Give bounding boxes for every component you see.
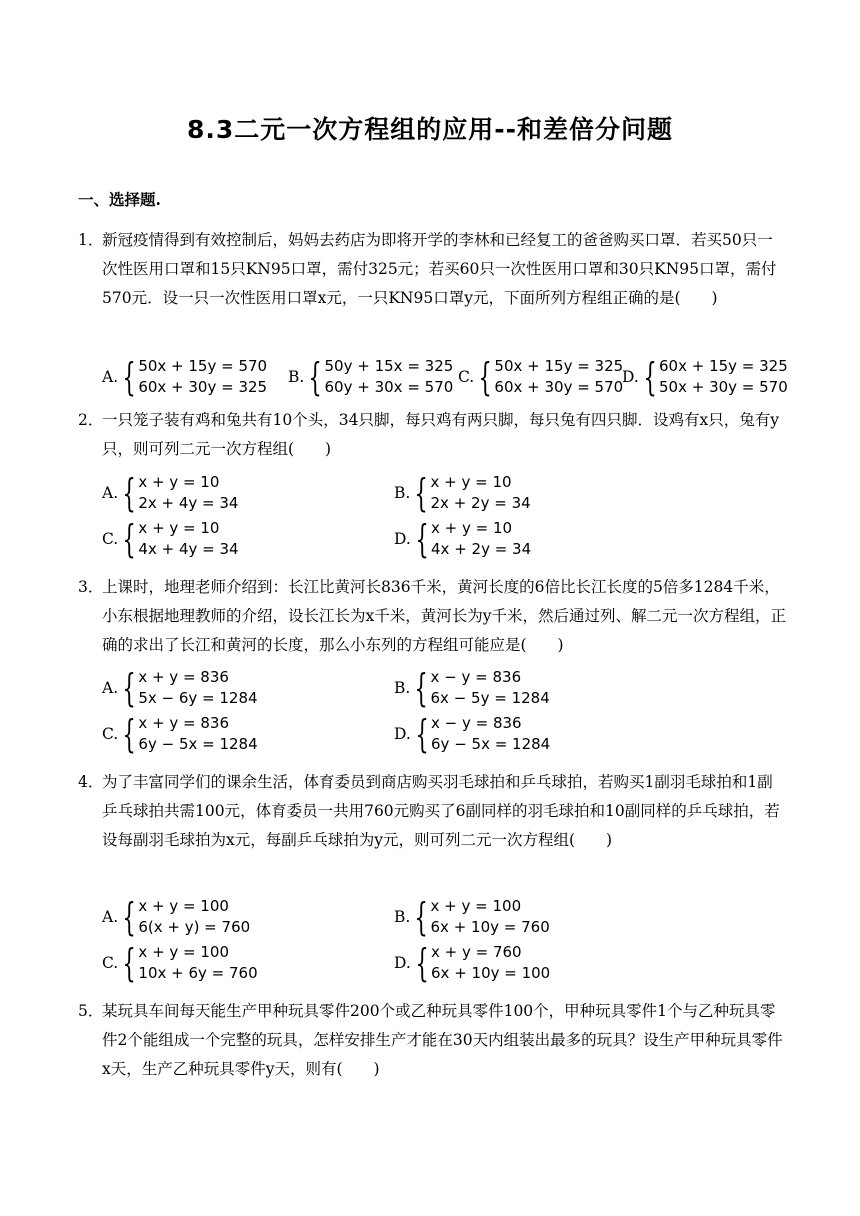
equation-2: 6x − 5y = 1284 — [430, 689, 550, 707]
option-label: B. — [288, 368, 305, 386]
equation-1: 50x + 15y = 325 — [494, 357, 624, 375]
option-c — [102, 518, 239, 560]
equation-1: x + y = 10 — [138, 519, 220, 537]
equation-1: 50x + 15y = 570 — [138, 357, 268, 375]
question-4 — [78, 768, 788, 855]
option-label: C. — [458, 368, 475, 386]
option-b — [394, 896, 550, 938]
equation-1: x + y = 836 — [138, 714, 230, 732]
question-text: 某玩具车间每天能生产甲种玩具零件200个或乙种玩具零件100个，甲种玩具零件1个与乙种玩具零件2个能组成一个完整的玩具，怎样安排生产才能在30天内组装出最多的玩具？设生产甲种玩具零件x天，生产乙种玩具零件y天，则有( ) — [102, 1002, 783, 1078]
question-number: 5． — [78, 1002, 104, 1020]
option-label: D. — [394, 725, 411, 743]
option-label: D. — [394, 530, 411, 548]
option-b — [394, 667, 550, 709]
option-label: B. — [394, 679, 411, 697]
question-number: 4． — [78, 773, 104, 791]
option-a — [102, 472, 238, 514]
equation-2: 10x + 6y = 760 — [138, 964, 258, 982]
question-3 — [78, 573, 788, 660]
equation-2: 6y − 5x = 1284 — [431, 735, 551, 753]
equation-1: x + y = 10 — [431, 519, 513, 537]
question-1 — [78, 226, 788, 313]
option-label: A. — [102, 484, 119, 502]
option-d — [394, 713, 550, 755]
page-title: 8.3二元一次方程组的应用--和差倍分问题 — [186, 115, 674, 144]
option-label: C. — [102, 725, 119, 743]
question-number: 1． — [78, 231, 104, 249]
brace-icon: { — [122, 941, 136, 985]
option-d — [394, 942, 550, 984]
equation-1: x + y = 10 — [138, 473, 220, 491]
brace-icon: { — [478, 355, 492, 399]
equation-2: 6y − 5x = 1284 — [138, 735, 258, 753]
equation-1: x + y = 10 — [430, 473, 512, 491]
brace-icon: { — [122, 666, 136, 710]
option-label: C. — [102, 530, 119, 548]
equation-2: 6x + 10y = 760 — [430, 918, 550, 936]
option-c — [458, 356, 623, 398]
brace-icon: { — [415, 941, 429, 985]
equation-2: 2x + 4y = 34 — [138, 494, 239, 512]
option-label: B. — [394, 484, 411, 502]
option-c — [102, 713, 258, 755]
equation-2: 60y + 30x = 570 — [324, 378, 454, 396]
option-a — [102, 667, 258, 709]
brace-icon: { — [122, 355, 136, 399]
equation-1: x + y = 836 — [138, 668, 229, 686]
question-number: 3． — [78, 578, 104, 596]
option-a — [102, 356, 267, 398]
equation-2: 4x + 2y = 34 — [431, 540, 532, 558]
option-label: D. — [394, 954, 411, 972]
equation-1: 50y + 15x = 325 — [324, 357, 454, 375]
brace-icon: { — [308, 355, 323, 399]
equation-2: 5x − 6y = 1284 — [138, 689, 258, 707]
brace-icon: { — [415, 517, 429, 561]
equation-2: 6x + 10y = 100 — [431, 964, 551, 982]
option-label: A. — [102, 679, 119, 697]
option-label: D. — [622, 368, 639, 386]
option-label: A. — [102, 368, 119, 386]
equation-2: 60x + 30y = 325 — [138, 378, 268, 396]
equation-2: 2x + 2y = 34 — [430, 494, 531, 512]
equation-2: 6(x + y) = 760 — [138, 918, 251, 936]
equation-1: 60x + 15y = 325 — [659, 357, 788, 375]
equation-1: x − y = 836 — [431, 714, 522, 732]
brace-icon: { — [122, 895, 136, 939]
equation-2: 4x + 4y = 34 — [138, 540, 239, 558]
option-label: B. — [394, 908, 411, 926]
equation-1: x + y = 100 — [138, 943, 230, 961]
option-c — [102, 942, 258, 984]
option-d — [622, 356, 788, 398]
question-text: 上课时，地理老师介绍到：长江比黄河长836千米，黄河长度的6倍比长江长度的5倍多1284千米，小东根据地理教师的介绍，设长江长为x千米，黄河长为y千米，然后通过列、解二元一次方程组，正确的求出了长江和黄河的长度，那么小东列的方程组可能应是( ) — [102, 578, 787, 654]
option-d — [394, 518, 531, 560]
brace-icon: { — [414, 471, 429, 515]
question-5 — [78, 997, 788, 1084]
question-number: 2． — [78, 411, 104, 429]
equation-1: x + y = 760 — [431, 943, 522, 961]
question-2 — [78, 406, 788, 464]
question-text: 新冠疫情得到有效控制后，妈妈去药店为即将开学的李林和已经复工的爸爸购买口罩．若买50只一次性医用口罩和15只KN95口罩，需付325元；若买60只一次性医用口罩和30只KN95口罩，需付570元．设一只一次性医用口罩x元，一只KN95口罩y元，下面所列方程组正确的是( ) — [102, 231, 777, 307]
option-b — [288, 356, 453, 398]
equation-1: x − y = 836 — [430, 668, 522, 686]
brace-icon: { — [122, 471, 136, 515]
brace-icon: { — [122, 517, 136, 561]
option-label: C. — [102, 954, 119, 972]
question-text: 为了丰富同学们的课余生活，体育委员到商店购买羽毛球拍和乒乓球拍，若购买1副羽毛球拍和1副乒乓球拍共需100元，体育委员一共用760元购买了6副同样的羽毛球拍和10副同样的乒乓球拍，若设每副羽毛球拍为x元，每副乒乓球拍为y元，则可列二元一次方程组( ) — [102, 773, 780, 849]
equation-2: 60x + 30y = 570 — [494, 378, 624, 396]
option-label: A. — [102, 908, 119, 926]
brace-icon: { — [414, 895, 429, 939]
brace-icon: { — [415, 712, 429, 756]
brace-icon: { — [122, 712, 136, 756]
question-text: 一只笼子装有鸡和兔共有10个头，34只脚，每只鸡有两只脚，每只兔有四只脚．设鸡有x只，兔有y只，则可列二元一次方程组( ) — [102, 411, 779, 458]
equation-2: 50x + 30y = 570 — [659, 378, 788, 396]
brace-icon: { — [643, 355, 657, 399]
equation-1: x + y = 100 — [138, 897, 229, 915]
section-heading: 一、选择题. — [78, 190, 161, 209]
brace-icon: { — [414, 666, 429, 710]
option-b — [394, 472, 531, 514]
equation-1: x + y = 100 — [430, 897, 522, 915]
option-a — [102, 896, 250, 938]
